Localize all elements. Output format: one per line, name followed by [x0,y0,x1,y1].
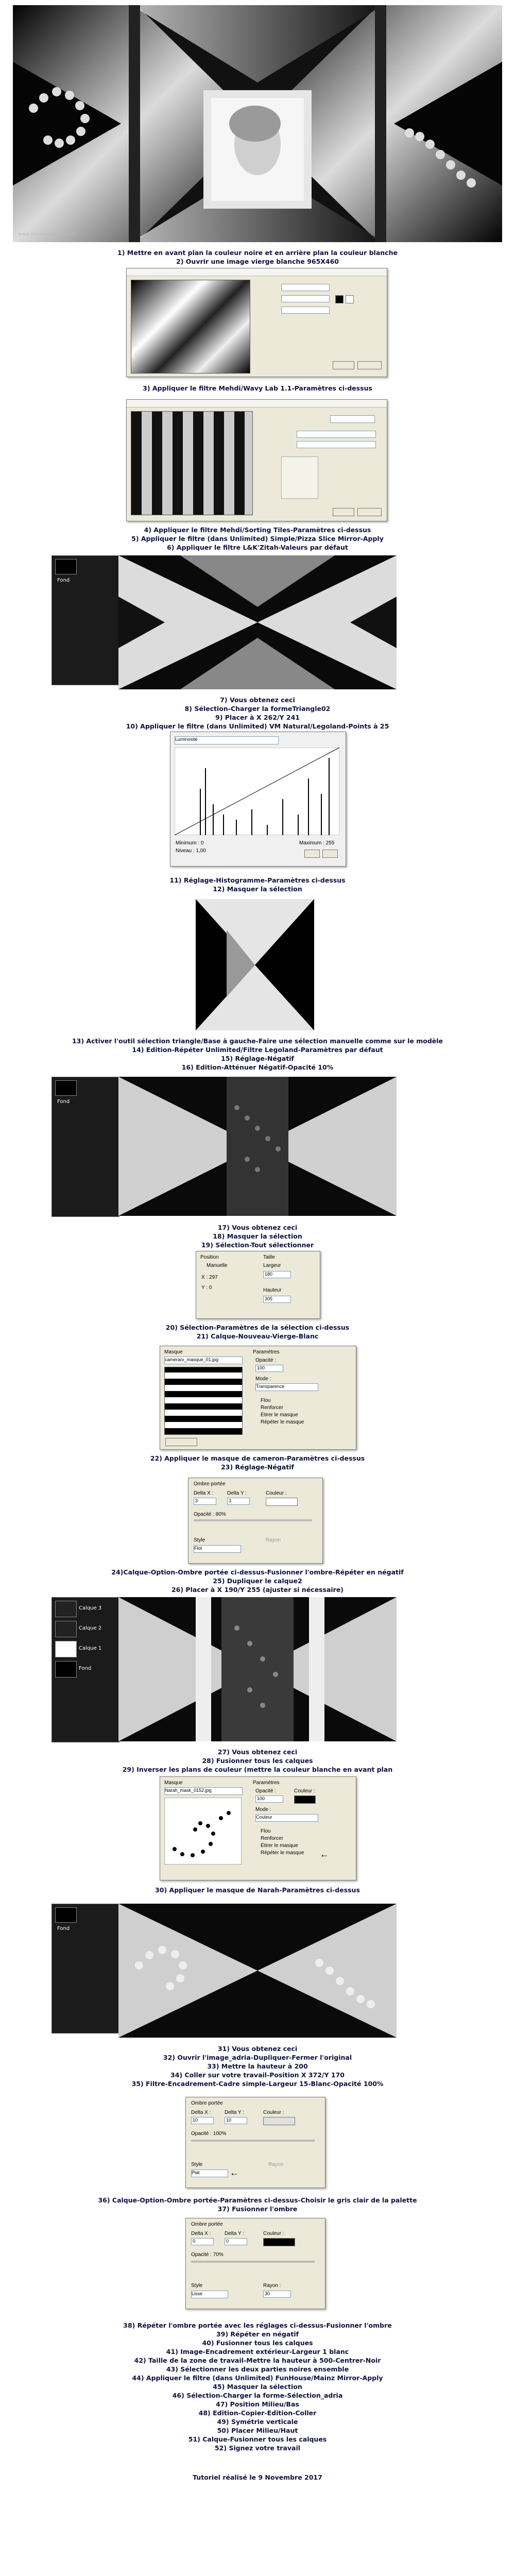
steps-27-29 [31,1748,484,1774]
step-3 [31,384,484,393]
param-field[interactable] [281,307,330,314]
width-label: Largeur [263,1263,281,1268]
opacity-input[interactable]: 100 [255,1365,283,1372]
steps-24-26 [31,1568,484,1594]
blur-checkbox[interactable]: Flou [261,1398,271,1403]
shadow-checkbox[interactable]: Ombre portée [194,1481,226,1487]
step-text: 22) Appliquer le masque de cameron-Paramètres ci-dessus [150,1454,365,1462]
shadow-checkbox[interactable]: Ombre portée [191,2100,223,2106]
position-group-title: Position [200,1255,219,1260]
manual-radio[interactable]: Manuelle [207,1263,228,1268]
color-label: Couleur : [263,2110,284,2115]
result-step-17 [118,1077,397,1216]
opacity-input[interactable]: 100 [255,1795,283,1803]
ok-button[interactable] [165,1438,197,1446]
style-label: Style [191,2283,203,2289]
layer-thumbnail[interactable] [55,1080,77,1096]
color-label: Couleur : [294,1788,315,1794]
color-label: Couleur : [266,1490,287,1496]
style-select[interactable]: Plat [191,2170,228,2177]
steps-13-16 [31,1037,484,1072]
mask-file-select[interactable]: Narah_mask_0152.jpg [164,1787,243,1795]
step-text: 45) Masquer la sélection [213,2383,302,2391]
step-text: 26) Placer à X 190/Y 255 (ajuster si nécessaire) [171,1586,344,1594]
size-group-title: Taille [263,1255,275,1260]
step-text: 31) Vous obtenez ceci [217,2045,298,2053]
step-text: 20) Sélection-Paramètres de la sélection ci-dessus [165,1324,350,1331]
step-text: 51) Calque-Fusionner tous les calques [188,2435,327,2443]
mask-preview [164,1367,243,1435]
histogram-max: Maximum : 255 [299,840,335,846]
style-label: Style [191,2162,203,2167]
result-graphic [118,1597,397,1741]
opacity-label: Opacité : [255,1358,277,1363]
reinforce-checkbox[interactable]: Renforcer [261,1836,283,1841]
radius-input[interactable]: 30 [263,2291,291,2298]
step-text: 29) Inverser les plans de couleur (mettre la couleur blanche en avant plan [122,1766,393,1773]
stretch-radio[interactable]: Étirer le masque [261,1843,298,1849]
layer-thumbnail[interactable] [55,1907,77,1923]
mode-select[interactable]: Couleur [255,1814,318,1822]
step-text: 16) Edition-Atténuer Négatif-Opacité 10% [181,1063,334,1071]
footer-text: Tutoriel réalisé le 9 Novembre 2017 [193,2473,322,2481]
layer-label[interactable]: Fond [57,1926,70,1931]
deltay-label: Delta Y : [225,2231,244,2236]
deltay-input[interactable]: 10 [225,2117,247,2124]
step-text: 37) Fusionner l'ombre [217,2205,298,2213]
mask-group-title: Masque [164,1349,183,1355]
step-text: 38) Répéter l'ombre portée avec les réglages ci-dessus-Fusionner l'ombre [123,2321,392,2329]
eyedropper-button[interactable] [304,850,320,858]
style-select[interactable]: Flot [194,1545,241,1553]
step-text: 30) Appliquer le masque de Narah-Paramètres ci-dessus [155,1886,360,1894]
layer-thumbnail[interactable] [55,1641,77,1657]
step-text: 2) Ouvrir une image vierge blanche 965X460 [176,258,339,265]
deltax-label: Delta X : [191,2110,211,2115]
step-text: 43) Sélectionner les deux parties noires ensemble [166,2365,349,2373]
opacity-slider[interactable] [194,1519,312,1521]
layer-thumbnail[interactable] [55,1601,77,1617]
opacity-label: Opacité : 80% [194,1512,226,1517]
color-swatch[interactable] [266,1498,298,1506]
mask-file-select[interactable]: camerarv_masque_01.jpg [164,1357,243,1364]
param-field[interactable] [297,441,376,448]
layer-label[interactable]: Fond [57,1099,70,1105]
arrow-icon: ← [320,1849,329,1859]
step-text: 44) Appliquer le filtre (dans Unlimited) FunHouse/Mainz Mirror-Apply [132,2374,383,2382]
steps-11-12 [31,876,484,893]
arrow-icon: ← [230,2167,239,2178]
blur-checkbox[interactable]: Flou [261,1828,271,1834]
step-text: 48) Edition-Copier-Edition-Coller [198,2409,317,2417]
deltay-input[interactable]: 0 [225,2238,247,2245]
deltax-input[interactable]: 3 [194,1498,216,1505]
step-text: 13) Activer l'outil sélection triangle/Base à gauche-Faire une sélection manuelle comme sur le modèle [72,1037,443,1045]
ok-button[interactable] [333,508,354,516]
deltax-input[interactable]: 0 [191,2238,214,2245]
step-text: 41) Image-Encadrement extérieur-Largeur 1 blanc [166,2348,349,2355]
result-step-31 [118,1904,397,2038]
step-text: 11) Réglage-Histogramme-Paramètres ci-dessus [169,876,346,884]
steps-20-21 [31,1323,484,1341]
step-text: 33) Mettre la hauteur à 200 [207,2062,308,2070]
shadow-checkbox[interactable]: Ombre portée [191,2222,223,2227]
banner-graphic [13,5,502,242]
step-text: 42) Taille de la zone de travail-Mettre la hauteur à 500-Centrer-Noir [134,2357,381,2364]
radius-label: Rayon [266,1537,281,1543]
mask-dialog [160,1346,356,1450]
step-text: 32) Ouvrir l'image_adria-Dupliquer-Fermer l'original [163,2054,352,2061]
result-graphic [118,1077,397,1216]
param-field[interactable] [281,295,330,302]
height-label: Hauteur [263,1287,282,1293]
layer-label[interactable]: Calque 3 [79,1605,102,1611]
color-swatch[interactable] [294,1795,316,1804]
layer-thumbnail[interactable] [55,1661,77,1677]
x-label: X : 297 [201,1275,218,1280]
filter-preview [131,280,250,374]
shadow-dialog-3 [185,2218,325,2309]
steps-22-23 [31,1454,484,1471]
color-swatch[interactable] [263,2238,295,2246]
step-text: 3) Appliquer le filtre Mehdi/Wavy Lab 1.1-Paramètres ci-dessus [143,384,372,392]
step-text: 8) Sélection-Charger la formeTriangle02 [184,705,331,713]
options-group [281,456,318,499]
color-swatch[interactable] [346,295,354,303]
stretch-radio[interactable]: Étirer le masque [261,1412,298,1418]
step-text: 24)Calque-Option-Ombre portée ci-dessus-Fusionner l'ombre-Répéter en négatif [111,1568,404,1576]
steps-31-35 [31,2044,484,2088]
steps-4-6 [31,526,484,552]
param-field[interactable] [281,284,330,291]
steps-1-2 [31,248,484,266]
layer-label[interactable]: Calque 2 [79,1625,102,1631]
steps-7-10 [31,696,484,731]
step-text: 6) Appliquer le filtre L&K'Zitah-Valeurs par défaut [167,544,348,551]
reinforce-checkbox[interactable]: Renforcer [261,1405,283,1411]
layer-label[interactable]: Fond [79,1666,92,1671]
step-text: 17) Vous obtenez ceci [217,1224,298,1231]
cancel-button[interactable] [357,361,382,369]
params-title: Paramètres [253,1780,280,1786]
sorting-tiles-dialog [126,399,387,521]
result-step-7 [118,555,397,689]
style-label: Style [194,1537,205,1543]
result-graphic [118,1904,397,2038]
banner-artwork [13,5,502,242]
banner-watermark: www.shezilyscgraphics.fr [18,232,76,237]
opacity-slider[interactable] [191,2261,315,2263]
mask-dialog-2 [160,1776,356,1880]
dialog-titlebar [127,400,387,408]
deltay-input[interactable]: 3 [227,1498,250,1505]
histogram-graph [175,748,339,835]
color-swatch[interactable] [263,2117,295,2125]
deltay-label: Delta Y : [227,1490,247,1496]
repeat-radio[interactable]: Répéter le masque [261,1850,304,1856]
height-input[interactable]: 305 [263,1296,291,1303]
style-select[interactable]: Lisse [191,2291,228,2298]
footer [31,2473,484,2482]
histogram-dialog [170,732,346,867]
step-text: 40) Fusionner tous les calques [202,2339,313,2347]
step-text: 5) Appliquer le filtre (dans Unlimited) Simple/Pizza Slice Mirror-Apply [131,535,384,543]
mode-label: Mode : [255,1376,271,1382]
histogram-min: Minimum : 0 [176,840,204,846]
block-range-select[interactable] [330,415,375,423]
mode-select[interactable]: Transparence [255,1383,318,1391]
shadow-dialog-1 [188,1478,323,1564]
layers-panel [52,1077,119,1217]
selection-graphic [196,899,314,1030]
layers-panel [52,1904,119,2033]
result-step-27 [118,1597,397,1741]
opacity-label: Opacité : [255,1788,277,1794]
width-input[interactable]: 180 [263,1271,291,1278]
layer-thumbnail[interactable] [55,559,77,574]
opacity-label: Opacité : 70% [191,2252,224,2258]
param-field[interactable] [297,431,376,438]
histogram-level: Niveau : 1,00 [176,848,206,854]
step-text: 25) Dupliquer le calque2 [213,1577,302,1585]
deltay-label: Delta Y : [225,2110,244,2115]
step-text: 19) Sélection-Tout sélectionner [201,1241,314,1249]
step-text: 23) Réglage-Négatif [221,1463,294,1471]
step-text: 1) Mettre en avant plan la couleur noire et en arrière plan la couleur blanche [117,249,398,257]
selection-params-dialog [196,1251,320,1319]
layer-label[interactable]: Fond [57,578,70,583]
deltax-label: Delta X : [191,2231,211,2236]
step-text: 12) Masquer la sélection [213,885,302,893]
steps-36-37 [31,2196,484,2213]
opacity-label: Opacité : 100% [191,2131,227,2137]
layers-panel [52,1597,119,1742]
result-graphic [118,555,397,689]
mask-group-title: Masque [164,1780,183,1786]
step-text: 49) Symétrie verticale [217,2418,298,2426]
steps-38-52 [31,2321,484,2452]
step-text: 34) Coller sur votre travail-Position X 372/Y 170 [170,2071,345,2079]
layer-label[interactable]: Calque 1 [79,1646,102,1651]
repeat-radio[interactable]: Répéter le masque [261,1419,304,1425]
step-text: 35) Filtre-Encadrement-Cadre simple-Largeur 15-Blanc-Opacité 100% [131,2080,384,2088]
step-30 [31,1886,484,1894]
step-text: 4) Appliquer le filtre Mehdi/Sorting Tiles-Paramètres ci-dessus [144,526,371,534]
step-text: 21) Calque-Nouveau-Vierge-Blanc [196,1332,319,1340]
layer-thumbnail[interactable] [55,1621,77,1637]
step-text: 15) Réglage-Négatif [221,1055,294,1062]
color-label: Couleur : [263,2231,284,2236]
ok-button[interactable] [333,361,354,369]
step-text: 50) Placer Milieu/Haut [217,2427,298,2434]
channel-select[interactable]: Luminosité [175,736,279,744]
layers-panel [52,555,119,685]
step-text: 10) Appliquer le filtre (dans Unlimited) VM Natural/Legoland-Points à 25 [126,722,389,730]
step-text: 7) Vous obtenez ceci [220,696,295,704]
cancel-button[interactable] [357,508,382,516]
step-text: 9) Placer à X 262/Y 241 [215,714,300,721]
shadow-dialog-2 [185,2097,325,2188]
wavy-lab-dialog [126,268,387,377]
steps-17-19 [31,1223,484,1249]
deltax-input[interactable]: 10 [191,2117,214,2124]
step-text: 28) Fusionner tous les calques [202,1757,313,1765]
eyedropper-button[interactable] [322,850,338,858]
color-swatch[interactable] [335,295,344,303]
mask-preview [164,1798,242,1865]
params-title: Paramètres [253,1349,280,1355]
step-text: 36) Calque-Option-Ombre portée-Paramètres ci-dessus-Choisir le gris clair de la palette [98,2196,417,2204]
step-text: 47) Position Milieu/Bas [216,2400,299,2408]
radius-label: Rayon : [263,2283,281,2289]
step-text: 18) Masquer la sélection [213,1232,302,1240]
y-label: Y : 0 [201,1285,212,1291]
filter-preview [131,411,253,515]
opacity-slider[interactable] [191,2140,315,2142]
step-text: 39) Répéter en négatif [216,2330,299,2338]
selection-preview [196,899,314,1030]
step-text: 27) Vous obtenez ceci [217,1748,298,1756]
step-text: 14) Edition-Répéter Unlimited/Filtre Legoland-Paramètres par défaut [132,1046,383,1054]
radius-label: Rayon [268,2162,283,2167]
deltax-label: Delta X : [194,1490,214,1496]
step-text: 46) Sélection-Charger la forme-Sélection_adria [172,2392,343,2399]
mode-label: Mode : [255,1807,271,1812]
step-text: 52) Signez votre travail [214,2444,301,2452]
dialog-titlebar [127,268,387,276]
